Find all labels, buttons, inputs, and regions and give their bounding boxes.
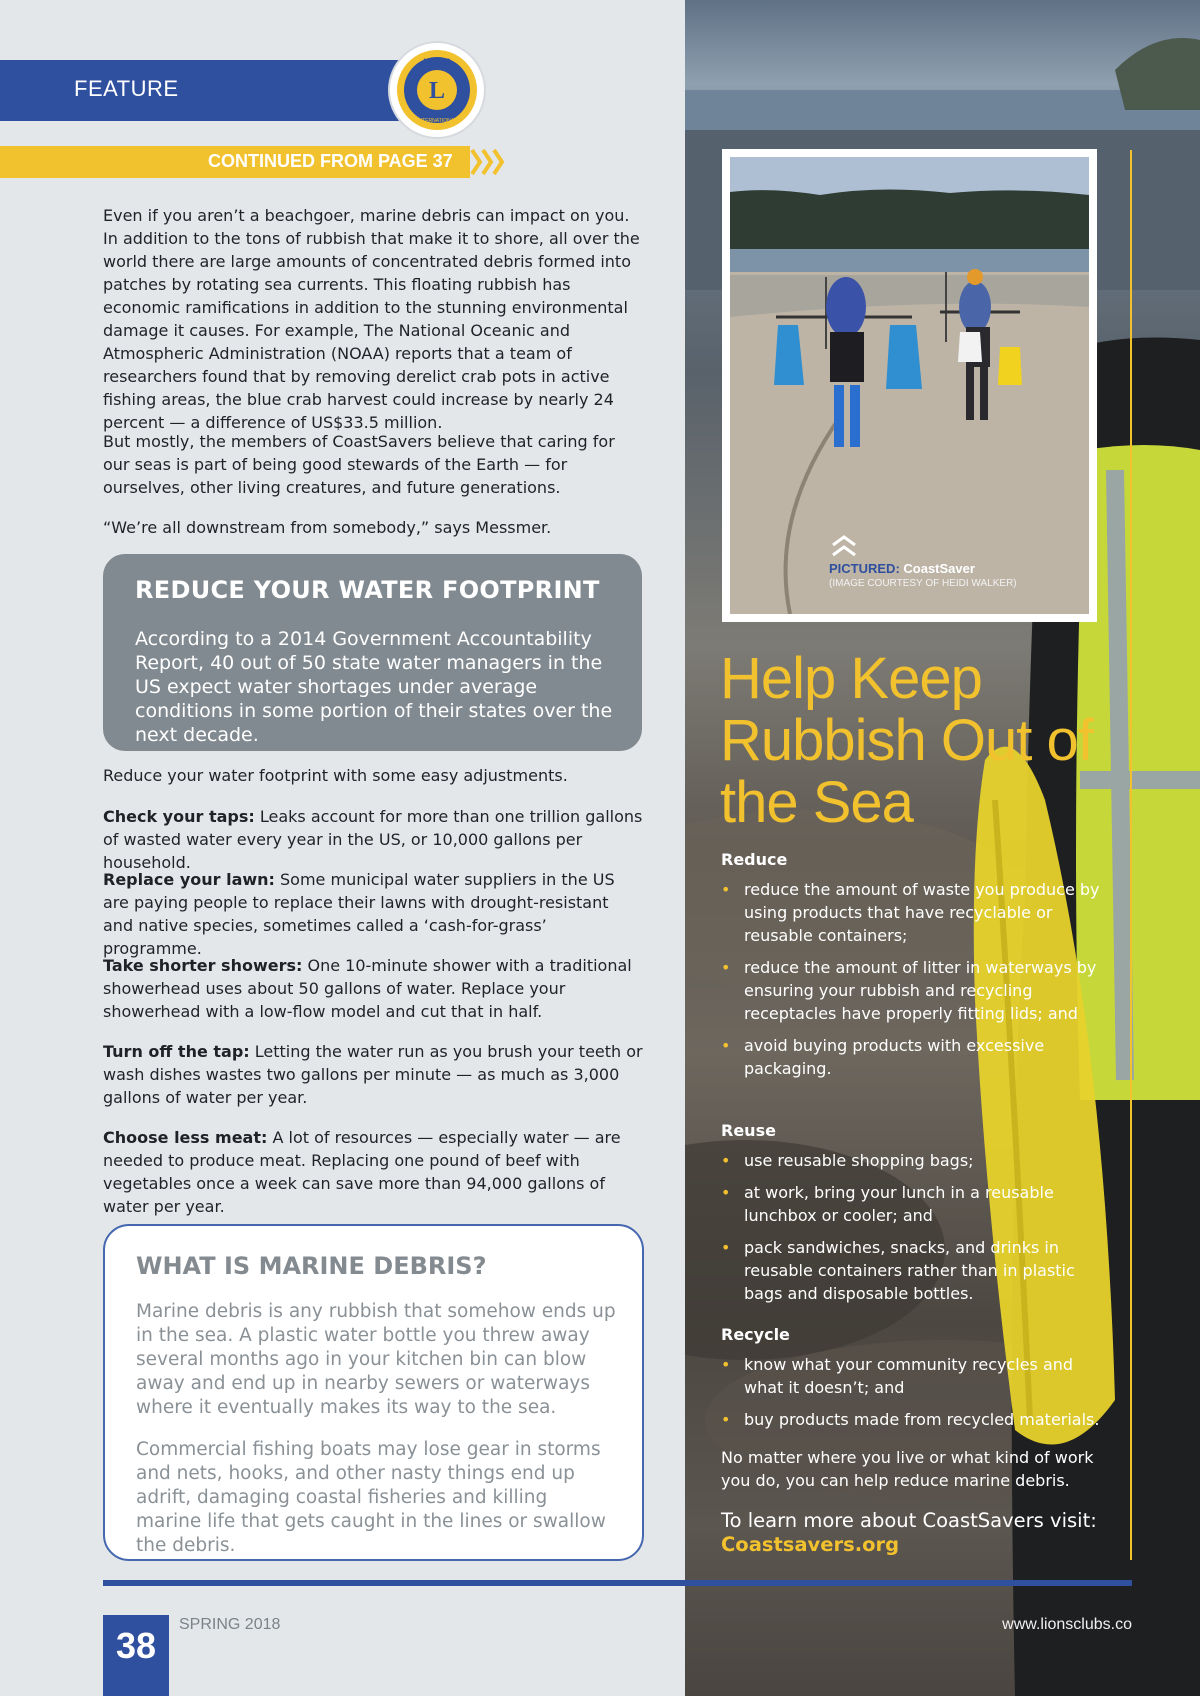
feature-band (0, 60, 430, 121)
logo-sub: INTERNATIONAL (417, 118, 457, 124)
issue-date: SPRING 2018 (179, 1616, 281, 1633)
coastsaver-photo (730, 157, 1089, 614)
tip-text: A lot of resources — especially water — are needed to produce meat. Replacing one pound of beef with vegetables once a week can save more than 94,000 gallons of water per year. (103, 1128, 621, 1216)
caption-chevron-icon (830, 534, 858, 558)
lions-logo (390, 43, 484, 137)
tip-label: Check your taps: (103, 807, 255, 826)
tip-label: Choose less meat: (103, 1128, 268, 1147)
water-box-text: According to a 2014 Government Accountability Report, 40 out of 50 state water managers in the US expect water shortages under average conditions in some portion of their states over the next decade. (135, 628, 613, 746)
learn-more-text: To learn more about CoastSavers visit: (721, 1509, 1097, 1532)
list-item: • reduce the amount of waste you produce by using products that have recyclable or reusable containers; (721, 878, 1101, 947)
water-box-title: REDUCE YOUR WATER FOOTPRINT (135, 576, 600, 604)
debris-paragraph-1: Marine debris is any rubbish that somehow ends up in the sea. A plastic water bottle you threw away several months ago in your kitchen bin can blow away and end up in nearby sewers or waterways where it eventually makes its way to the sea. (136, 1301, 616, 1418)
reuse-list (721, 1149, 1101, 1314)
website-link[interactable]: www.lionsclubs.co (1002, 1616, 1132, 1633)
list-item: • at work, bring your lunch in a reusable lunchbox or cooler; and (721, 1181, 1101, 1227)
list-item: • pack sandwiches, snacks, and drinks in reusable containers rather than in plastic bags and disposable bottles. (721, 1236, 1101, 1305)
list-item: • use reusable shopping bags; (721, 1149, 1101, 1172)
tip-shorter-showers (103, 954, 643, 1023)
intro-paragraph-1: Even if you aren’t a beachgoer, marine debris can impact on you. In addition to the tons of rubbish that make it to shore, all over the world there are large amounts of concentrated debris formed into patches by rotating sea currents. This floating rubbish has economic ramifications in addition to the stunning environmental damage it causes. For example, The National Oceanic and Atmospheric Administration (NOAA) reports that a team of researchers found that by removing derelict crab pots in active fishing areas, the blue crab harvest could increase by nearly 24 percent — a difference of US$33.5 million. (103, 206, 640, 432)
tips-intro: Reduce your water footprint with some easy adjustments. (103, 766, 568, 785)
list-item: • reduce the amount of litter in waterways by ensuring your rubbish and recycling receptacles have properly fitting lids; and (721, 956, 1101, 1025)
reduce-heading: Reduce (721, 850, 788, 869)
coastsavers-link[interactable]: Coastsavers.org (721, 1533, 900, 1556)
intro-quote: “We’re all downstream from somebody,” says Messmer. (103, 518, 552, 537)
marine-debris-box (103, 1224, 644, 1561)
tip-text: Letting the water run as you brush your teeth or wash dishes wastes two gallons per minute — as much as 3,000 gallons of water per year. (103, 1042, 643, 1107)
closing-text: No matter where you live or what kind of work you do, you can help reduce marine debris. (721, 1448, 1094, 1490)
chevrons-icon (470, 146, 510, 178)
footer-rule (103, 1580, 1132, 1586)
photo-credit: (IMAGE COURTESY OF HEIDI WALKER) (829, 578, 1017, 589)
tip-text: Leaks account for more than one trillion gallons of wasted water every year in the US, or 10,000 gallons per household. (103, 807, 643, 872)
recycle-heading: Recycle (721, 1325, 790, 1344)
tip-less-meat (103, 1126, 643, 1218)
debris-box-title: WHAT IS MARINE DEBRIS? (136, 1252, 487, 1280)
debris-paragraph-2: Commercial fishing boats may lose gear in storms and nets, hooks, and other nasty things end up adrift, damaging coastal fisheries and killing marine life that gets caught in the lines or swallow the debris. (136, 1439, 606, 1556)
tip-text: One 10-minute shower with a traditional showerhead uses about 50 gallons of water. Replace your showerhead with a low-flow model and cut that in half. (103, 956, 632, 1021)
tip-text: Some municipal water suppliers in the US are paying people to replace their lawns with drought-resistant and native species, sometimes called a ‘cash-for-grass’ programme. (103, 870, 615, 958)
tip-label: Turn off the tap: (103, 1042, 250, 1061)
lions-emblem-icon (395, 48, 479, 132)
list-item: • avoid buying products with excessive packaging. (721, 1034, 1101, 1080)
beach-cleanup-photo (730, 157, 1089, 614)
tip-replace-lawn (103, 868, 643, 960)
recycle-list (721, 1353, 1101, 1440)
continued-label: CONTINUED FROM PAGE 37 (208, 151, 453, 171)
reuse-heading: Reuse (721, 1121, 776, 1140)
intro-paragraph-2: But mostly, the members of CoastSavers believe that caring for our seas is part of being good stewards of the Earth — for ourselves, other living creatures, and future generations. (103, 432, 615, 497)
sidebar-title: Help Keep Rubbish Out of the Sea (720, 646, 1093, 835)
water-footprint-box (103, 554, 642, 751)
caption-label: PICTURED: (829, 561, 900, 576)
list-item: • buy products made from recycled materials. (721, 1408, 1101, 1431)
logo-text: LIONS (423, 57, 451, 67)
tip-label: Replace your lawn: (103, 870, 275, 889)
caption-subject: CoastSaver (899, 561, 975, 576)
tip-turn-off-tap (103, 1040, 643, 1109)
section-label: FEATURE (74, 76, 179, 101)
photo-frame (722, 149, 1097, 622)
page-number: 38 (115, 1625, 157, 1666)
tip-check-taps (103, 805, 643, 874)
tip-label: Take shorter showers: (103, 956, 303, 975)
photo-caption (829, 561, 975, 576)
logo-letter: L (428, 78, 446, 104)
reduce-list (721, 878, 1101, 1089)
list-item: • know what your community recycles and what it doesn’t; and (721, 1353, 1101, 1399)
yellow-divider (1130, 150, 1132, 1560)
